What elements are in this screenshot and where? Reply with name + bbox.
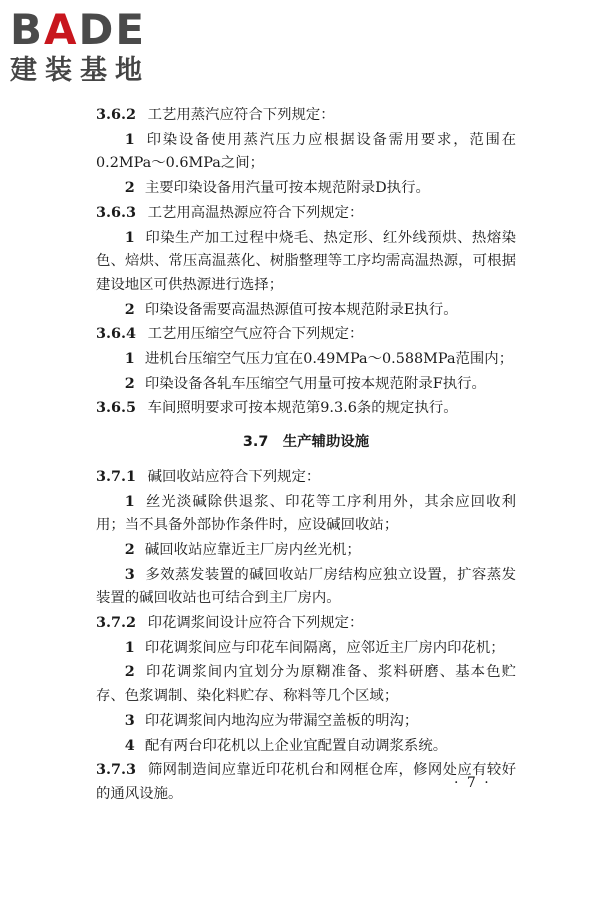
page-number: · 7 · xyxy=(454,775,491,791)
logo-chinese-text: 建装基地 xyxy=(10,55,150,86)
clause-number: 3.6.5 xyxy=(96,399,137,417)
clause-paragraph xyxy=(96,465,516,490)
item-text: 印花调浆间内地沟应为带漏空盖板的明沟； xyxy=(144,712,419,729)
clause-text: 筛网制造间应靠近印花机台和网框仓库，修网处应有较好的通风设施。 xyxy=(96,762,516,802)
section-number: 3.7 xyxy=(242,434,269,451)
clause-text: 工艺用高温热源应符合下列规定： xyxy=(147,204,364,221)
list-item xyxy=(96,538,516,563)
list-item xyxy=(96,347,516,372)
item-text: 印染生产加工过程中烧毛、热定形、红外线预烘、热熔染色、焙烘、常压高温蒸化、树脂整理等工序均需高温热源，可根据建设地区可供热源进行选择； xyxy=(96,229,516,293)
item-text: 印花调浆间应与印花车间隔离，应邻近主厂房内印花机； xyxy=(144,639,505,656)
section-heading xyxy=(96,431,516,455)
item-number: 2 xyxy=(124,540,135,558)
logo-letter-b: B xyxy=(10,5,45,54)
clause-paragraph xyxy=(96,611,516,636)
item-number: 3 xyxy=(124,711,135,729)
logo-letters-de: DE xyxy=(78,5,147,54)
item-text: 印染设备各轧车压缩空气用量可按本规范附录F执行。 xyxy=(144,375,486,392)
item-text: 配有两台印花机以上企业宜配置自动调浆系统。 xyxy=(144,737,448,754)
bade-logo xyxy=(10,6,190,92)
item-text: 丝光淡碱除供退浆、印花等工序利用外，其余应回收利用；当不具备外部协作条件时，应设碱回收站； xyxy=(96,493,516,534)
item-text: 印染设备需要高温热源值可按本规范附录E执行。 xyxy=(144,301,458,318)
list-item xyxy=(96,660,516,708)
clause-number: 3.7.1 xyxy=(96,467,137,485)
clause-text: 印花调浆间设计应符合下列规定： xyxy=(147,615,364,632)
clause-number: 3.7.2 xyxy=(96,614,137,632)
list-item xyxy=(96,734,516,759)
clause-number: 3.6.4 xyxy=(96,325,137,343)
clause-paragraph xyxy=(96,396,516,421)
document-body xyxy=(96,103,516,807)
clause-paragraph xyxy=(96,103,516,128)
clause-text: 工艺用蒸汽应符合下列规定： xyxy=(147,107,335,123)
item-number: 2 xyxy=(124,374,135,392)
clause-paragraph xyxy=(96,322,516,347)
list-item xyxy=(96,490,516,538)
item-number: 1 xyxy=(124,350,135,368)
item-text: 碱回收站应靠近主厂房内丝光机； xyxy=(144,541,361,558)
list-item xyxy=(96,709,516,734)
item-number: 1 xyxy=(124,638,135,656)
item-number: 2 xyxy=(124,300,135,318)
item-text: 主要印染设备用汽量可按本规范附录D执行。 xyxy=(144,180,430,197)
item-text: 多效蒸发装置的碱回收站厂房结构应独立设置，扩容蒸发装置的碱回收站也可结合到主厂房内。 xyxy=(96,566,516,607)
clause-text: 碱回收站应符合下列规定： xyxy=(147,468,321,485)
item-number: 1 xyxy=(124,228,135,246)
section-title: 生产辅助设施 xyxy=(282,434,370,451)
logo-letter-a: A xyxy=(44,5,79,54)
list-item xyxy=(96,372,516,397)
clause-number: 3.7.3 xyxy=(96,761,137,779)
item-number: 3 xyxy=(124,565,135,583)
item-text: 进机台压缩空气压力宜在0.49MPa～0.588MPa范围内； xyxy=(144,351,514,368)
item-number: 1 xyxy=(124,130,135,148)
list-item xyxy=(96,563,516,611)
item-text: 印染设备使用蒸汽压力应根据设备需用要求，范围在0.2MPa～0.6MPa之间； xyxy=(96,131,516,172)
clause-number: 3.6.2 xyxy=(96,106,137,123)
clause-paragraph xyxy=(96,758,516,806)
item-number: 4 xyxy=(124,736,135,754)
logo-wordmark xyxy=(10,6,190,54)
clause-text: 工艺用压缩空气应符合下列规定： xyxy=(147,326,364,343)
list-item xyxy=(96,636,516,661)
list-item xyxy=(96,176,516,201)
list-item xyxy=(96,128,516,176)
clause-text: 车间照明要求可按本规范第9.3.6条的规定执行。 xyxy=(147,400,458,417)
clause-number: 3.6.3 xyxy=(96,203,137,221)
item-number: 2 xyxy=(124,179,135,197)
item-number: 2 xyxy=(124,663,135,681)
clause-paragraph xyxy=(96,201,516,226)
item-number: 1 xyxy=(124,492,135,510)
list-item xyxy=(96,226,516,298)
list-item xyxy=(96,298,516,323)
item-text: 印花调浆间内宜划分为原糊准备、浆料研磨、基本色贮存、色浆调制、染化料贮存、称料等几个区域； xyxy=(96,664,516,705)
